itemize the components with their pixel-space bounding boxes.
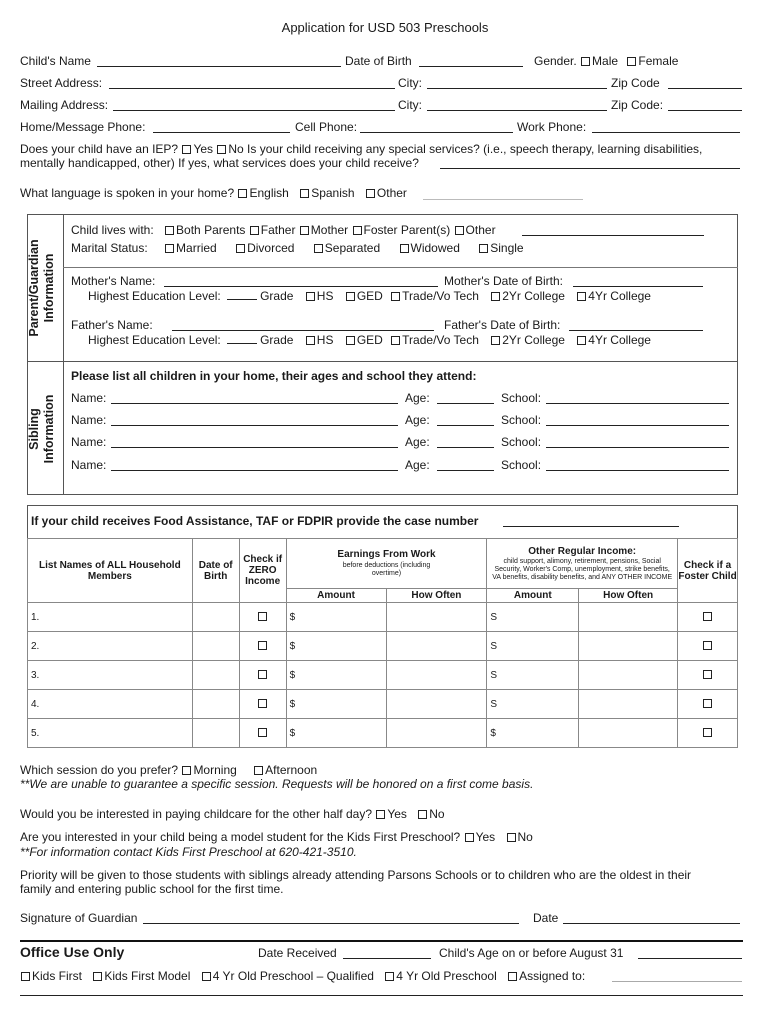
work-phone-field[interactable] [592,132,740,133]
sibling-name-label: Name: [71,458,107,472]
dob-cell[interactable] [192,632,239,661]
zero-income-checkbox[interactable] [258,612,267,621]
cell-phone-field[interactable] [360,132,513,133]
model-no-checkbox[interactable] [507,833,516,842]
dob-cell[interactable] [192,719,239,748]
other-amount-cell[interactable]: S [487,632,579,661]
sibling-name-label: Name: [71,391,107,405]
sibling-school-label: School: [501,458,542,472]
other-amount-cell[interactable]: $ [487,719,579,748]
childcare-yes-checkbox[interactable] [376,810,385,819]
model-label: Are you interested in your child being a model student for the Kids First Preschool? [20,830,461,844]
earn-amount-cell[interactable]: $ [286,632,386,661]
zero-cell [239,603,286,632]
assigned-field[interactable] [612,981,742,982]
earn-amount-cell[interactable]: $ [286,719,386,748]
mother-grade-field[interactable] [227,299,257,300]
four-yr-checkbox[interactable] [385,972,394,981]
spanish-label: Spanish [311,186,355,200]
mother-hs-label: HS [316,289,334,303]
childcare-label: Would you be interested in paying childcare for the other half day? [20,807,372,821]
work-phone-label: Work Phone: [517,120,587,134]
father-hs-checkbox[interactable] [306,336,315,345]
signature-field[interactable] [143,923,519,924]
zip2-label: Zip Code: [611,98,664,112]
date-received-label: Date Received [258,946,337,960]
other-often-cell[interactable] [579,661,678,690]
father-trade-label: Trade/Vo Tech [402,333,479,347]
earn-amount-cell[interactable]: $ [286,603,386,632]
both-parents-label: Both Parents [176,223,246,237]
lives-with-row [71,223,496,237]
model-question [20,830,533,844]
mother-ged-checkbox[interactable] [346,292,355,301]
both-parents-checkbox[interactable] [165,226,174,235]
other-income-title: Other Regular Income: [528,545,637,557]
food-heading: If your child receives Food Assistance, TAF or FDPIR provide the case number [31,514,479,528]
mailing-label: Mailing Address: [20,98,109,112]
side-divider [27,361,63,362]
zero-cell [239,719,286,748]
row-number: 3. [28,661,193,690]
other-amount-cell[interactable]: S [487,603,579,632]
other-often-cell[interactable] [579,690,678,719]
earn-often-cell[interactable] [386,719,487,748]
dob-cell[interactable] [192,690,239,719]
sibling-name-field[interactable] [111,470,398,471]
male-checkbox[interactable] [581,57,590,66]
child-name-label: Child's Name [20,54,91,68]
mother-trade-label: Trade/Vo Tech [402,289,479,303]
foster-checkbox[interactable] [353,226,362,235]
kids-first-model-checkbox[interactable] [93,972,102,981]
iep-q3: mentally handicapped, other) If yes, what services does your child receive? [20,156,419,170]
sibling-age-field[interactable] [437,447,494,448]
zero-cell [239,690,286,719]
father-4yr-checkbox[interactable] [577,336,586,345]
col-names-header: List Names of ALL Household Members [28,539,193,603]
dob-cell[interactable] [192,603,239,632]
father-name-field[interactable] [172,330,434,331]
model-no-label: No [517,830,533,844]
zero-income-checkbox[interactable] [258,699,267,708]
row-number: 2. [28,632,193,661]
childs-age-field[interactable] [638,958,742,959]
mailing-field[interactable] [113,110,395,111]
parent-divider-1 [63,267,738,268]
sibling-school-label: School: [501,435,542,449]
sibling-school-field[interactable] [546,425,729,426]
parent-divider-2 [63,361,738,362]
signature-date-field[interactable] [563,923,740,924]
father-grade-field[interactable] [227,343,257,344]
col-earnings-header [286,539,487,589]
street-label: Street Address: [20,76,103,90]
table-row [28,719,738,748]
signature-date-label: Date [533,911,559,925]
child-dob-field[interactable] [419,66,523,67]
sibling-school-label: School: [501,413,542,427]
earn-amount-cell[interactable]: $ [286,661,386,690]
sibling-school-field[interactable] [546,403,729,404]
other-how-often-header: How Often [579,589,678,603]
gender-label: Gender. [534,54,577,68]
iep-no-label: No [228,142,244,156]
english-checkbox[interactable] [238,189,247,198]
home-phone-field[interactable] [153,132,290,133]
father-checkbox[interactable] [250,226,259,235]
father-dob-field[interactable] [569,330,703,331]
iep-yes-label: Yes [193,142,214,156]
sibling-heading: Please list all children in your home, their ages and school they attend: [71,369,477,383]
home-phone-label: Home/Message Phone: [20,120,146,134]
earnings-title: Earnings From Work [337,549,436,560]
side-rule [63,214,64,495]
earn-amount-header: Amount [286,589,386,603]
mother-edu-row [88,289,651,303]
single-checkbox[interactable] [479,244,488,253]
single-label: Single [490,241,524,255]
kids-first-model-label: Kids First Model [104,969,191,983]
sibling-name-label: Name: [71,413,107,427]
earn-often-cell[interactable] [386,603,487,632]
mother-4yr-checkbox[interactable] [577,292,586,301]
other-often-cell[interactable] [579,603,678,632]
four-yr-qualified-checkbox[interactable] [202,972,211,981]
street-field[interactable] [109,88,395,89]
priority-line-2: family and entering public school for the first time. [20,882,284,896]
english-label: English [249,186,289,200]
childs-age-label: Child's Age on or before August 31 [439,946,624,960]
foster-cell [678,632,738,661]
father-hs-label: HS [316,333,334,347]
mother-dob-label: Mother's Date of Birth: [444,274,564,288]
divorced-label: Divorced [247,241,295,255]
zero-cell [239,661,286,690]
iep-no-checkbox[interactable] [217,145,226,154]
row-number: 1. [28,603,193,632]
model-note: **For information contact Kids First Preschool at 620-421-3510. [20,845,357,859]
father-name-label: Father's Name: [71,318,153,332]
separated-checkbox[interactable] [314,244,323,253]
session-note: **We are unable to guarantee a specific session. Requests will be honored on a first come basis. [20,777,534,791]
lives-with-label: Child lives with: [71,223,154,237]
row-number: 5. [28,719,193,748]
sibling-age-field[interactable] [437,470,494,471]
iep-question [20,142,702,156]
session-question [20,763,317,777]
foster-child-checkbox[interactable] [703,699,712,708]
office-top-rule [20,940,743,942]
foster-child-checkbox[interactable] [703,612,712,621]
page-title: Application for USD 503 Preschools [281,20,489,35]
session-label: Which session do you prefer? [20,763,179,777]
father-dob-label: Father's Date of Birth: [444,318,561,332]
zero-cell [239,632,286,661]
assigned-label: Assigned to: [519,969,586,983]
lives-other-label: Other [465,223,496,237]
assigned-checkbox[interactable] [508,972,517,981]
city-field[interactable] [427,88,607,89]
earn-often-cell[interactable] [386,690,487,719]
lives-other-field[interactable] [522,235,704,236]
four-yr-label: 4 Yr Old Preschool [396,969,497,983]
model-yes-label: Yes [475,830,496,844]
signature-label: Signature of Guardian [20,911,138,925]
lang-other-field[interactable] [423,199,583,200]
father-trade-checkbox[interactable] [391,336,400,345]
iep-q1: Does your child have an IEP? [20,142,179,156]
father-ged-label: GED [356,333,383,347]
father-4yr-label: 4Yr College [588,333,651,347]
table-row [28,632,738,661]
father-edu-row [88,333,651,347]
separated-label: Separated [324,241,381,255]
foster-child-checkbox[interactable] [703,641,712,650]
date-received-field[interactable] [343,958,431,959]
lang-other-checkbox[interactable] [366,189,375,198]
sibling-name-field[interactable] [111,447,398,448]
earnings-subtitle: before deductions (including overtime) [342,562,431,577]
foster-cell [678,719,738,748]
male-label: Male [592,54,619,68]
model-yes-checkbox[interactable] [465,833,474,842]
city2-label: City: [398,98,422,112]
other-often-cell[interactable] [579,719,678,748]
earn-often-cell[interactable] [386,661,487,690]
zip2-field[interactable] [668,110,742,111]
father-edu-label: Highest Education Level: [88,333,221,347]
childcare-no-checkbox[interactable] [418,810,427,819]
other-amount-header: Amount [487,589,579,603]
sibling-school-field[interactable] [546,447,729,448]
city2-field[interactable] [427,110,607,111]
female-label: Female [638,54,679,68]
parent-sibling-box [27,214,738,495]
table-row [28,661,738,690]
sibling-name-field[interactable] [111,403,398,404]
mother-ged-label: GED [356,289,383,303]
sibling-age-field[interactable] [437,403,494,404]
sibling-school-label: School: [501,391,542,405]
father-grade-label: Grade [260,333,294,347]
table-row [28,603,738,632]
mother-name-label: Mother's Name: [71,274,156,288]
mother-grade-label: Grade [260,289,294,303]
childcare-no-label: No [429,807,445,821]
morning-checkbox[interactable] [182,766,191,775]
sibling-age-label: Age: [405,413,430,427]
mother-name-field[interactable] [164,286,438,287]
sibling-age-label: Age: [405,391,430,405]
priority-line-1: Priority will be given to those students with siblings already attending Parsons Schools or to children who are the oldest in their [20,868,692,882]
foster-cell [678,690,738,719]
afternoon-label: Afternoon [265,763,318,777]
kids-first-label: Kids First [32,969,83,983]
other-income-subtitle: child support, alimony, retirement, pensions, Social Security, Worker's Comp, unemployment, strike benefits, VA benefits, disability benefits, and ANY OTHER INCOME [492,557,673,581]
mother-hs-checkbox[interactable] [306,292,315,301]
sibling-name-label: Name: [71,435,107,449]
gender-group [534,54,678,68]
sibling-age-label: Age: [405,435,430,449]
morning-label: Morning [193,763,237,777]
col-dob-header: Date of Birth [192,539,239,603]
foster-child-checkbox[interactable] [703,670,712,679]
mother-2yr-checkbox[interactable] [491,292,500,301]
mother-2yr-label: 2Yr College [502,289,565,303]
child-name-field[interactable] [97,66,341,67]
sibling-age-label: Age: [405,458,430,472]
zero-income-checkbox[interactable] [258,641,267,650]
marital-label: Marital Status: [71,241,148,255]
foster-cell [678,661,738,690]
case-number-field[interactable] [503,526,679,527]
dob-cell[interactable] [192,661,239,690]
household-table [27,538,738,748]
city-label: City: [398,76,422,90]
services-field[interactable] [440,168,740,169]
foster-label: Foster Parent(s) [363,223,451,237]
mother-edu-label: Highest Education Level: [88,289,221,303]
col-other-header [487,539,678,589]
col-foster-header: Check if a Foster Child [678,539,738,603]
zero-income-checkbox[interactable] [258,670,267,679]
father-2yr-checkbox[interactable] [491,336,500,345]
cell-phone-label: Cell Phone: [295,120,358,134]
childcare-question [20,807,445,821]
kids-first-checkbox[interactable] [21,972,30,981]
widowed-label: Widowed [410,241,460,255]
lang-label: What language is spoken in your home? [20,186,235,200]
childcare-yes-label: Yes [387,807,407,821]
mother-checkbox[interactable] [300,226,309,235]
zip-label: Zip Code [611,76,660,90]
office-bottom-rule [20,995,743,996]
father-ged-checkbox[interactable] [346,336,355,345]
father-label: Father [260,223,296,237]
earn-how-often-header: How Often [386,589,487,603]
lang-other-label: Other [376,186,407,200]
female-checkbox[interactable] [627,57,636,66]
spanish-checkbox[interactable] [300,189,309,198]
child-dob-label: Date of Birth [345,54,412,68]
married-label: Married [176,241,217,255]
sibling-school-field[interactable] [546,470,729,471]
mother-label: Mother [310,223,349,237]
table-row [28,690,738,719]
other-amount-cell[interactable]: S [487,690,579,719]
col-zero-header: Check if ZERO Income [239,539,286,603]
row-number: 4. [28,690,193,719]
language-question [20,186,407,200]
mother-trade-checkbox[interactable] [391,292,400,301]
father-2yr-label: 2Yr College [502,333,565,347]
earn-often-cell[interactable] [386,632,487,661]
marital-row [71,241,524,255]
iep-q2: Is your child receiving any special services? (i.e., speech therapy, learning disabilities, [247,142,703,156]
four-yr-qualified-label: 4 Yr Old Preschool – Qualified [212,969,374,983]
divorced-checkbox[interactable] [236,244,245,253]
other-amount-cell[interactable]: S [487,661,579,690]
sibling-age-field[interactable] [437,425,494,426]
foster-child-checkbox[interactable] [703,728,712,737]
afternoon-checkbox[interactable] [254,766,263,775]
married-checkbox[interactable] [165,244,174,253]
mother-dob-field[interactable] [573,286,703,287]
iep-yes-checkbox[interactable] [182,145,191,154]
mother-4yr-label: 4Yr College [588,289,651,303]
parent-side-label: Parent/Guardian Information [27,239,56,337]
office-heading: Office Use Only [20,944,125,960]
sibling-name-field[interactable] [111,425,398,426]
foster-cell [678,603,738,632]
sibling-side-label: Sibling Information [27,394,56,464]
other-often-cell[interactable] [579,632,678,661]
earn-amount-cell[interactable]: $ [286,690,386,719]
office-options-row [20,969,585,983]
lives-other-checkbox[interactable] [455,226,464,235]
zero-income-checkbox[interactable] [258,728,267,737]
zip-field[interactable] [668,88,742,89]
widowed-checkbox[interactable] [400,244,409,253]
